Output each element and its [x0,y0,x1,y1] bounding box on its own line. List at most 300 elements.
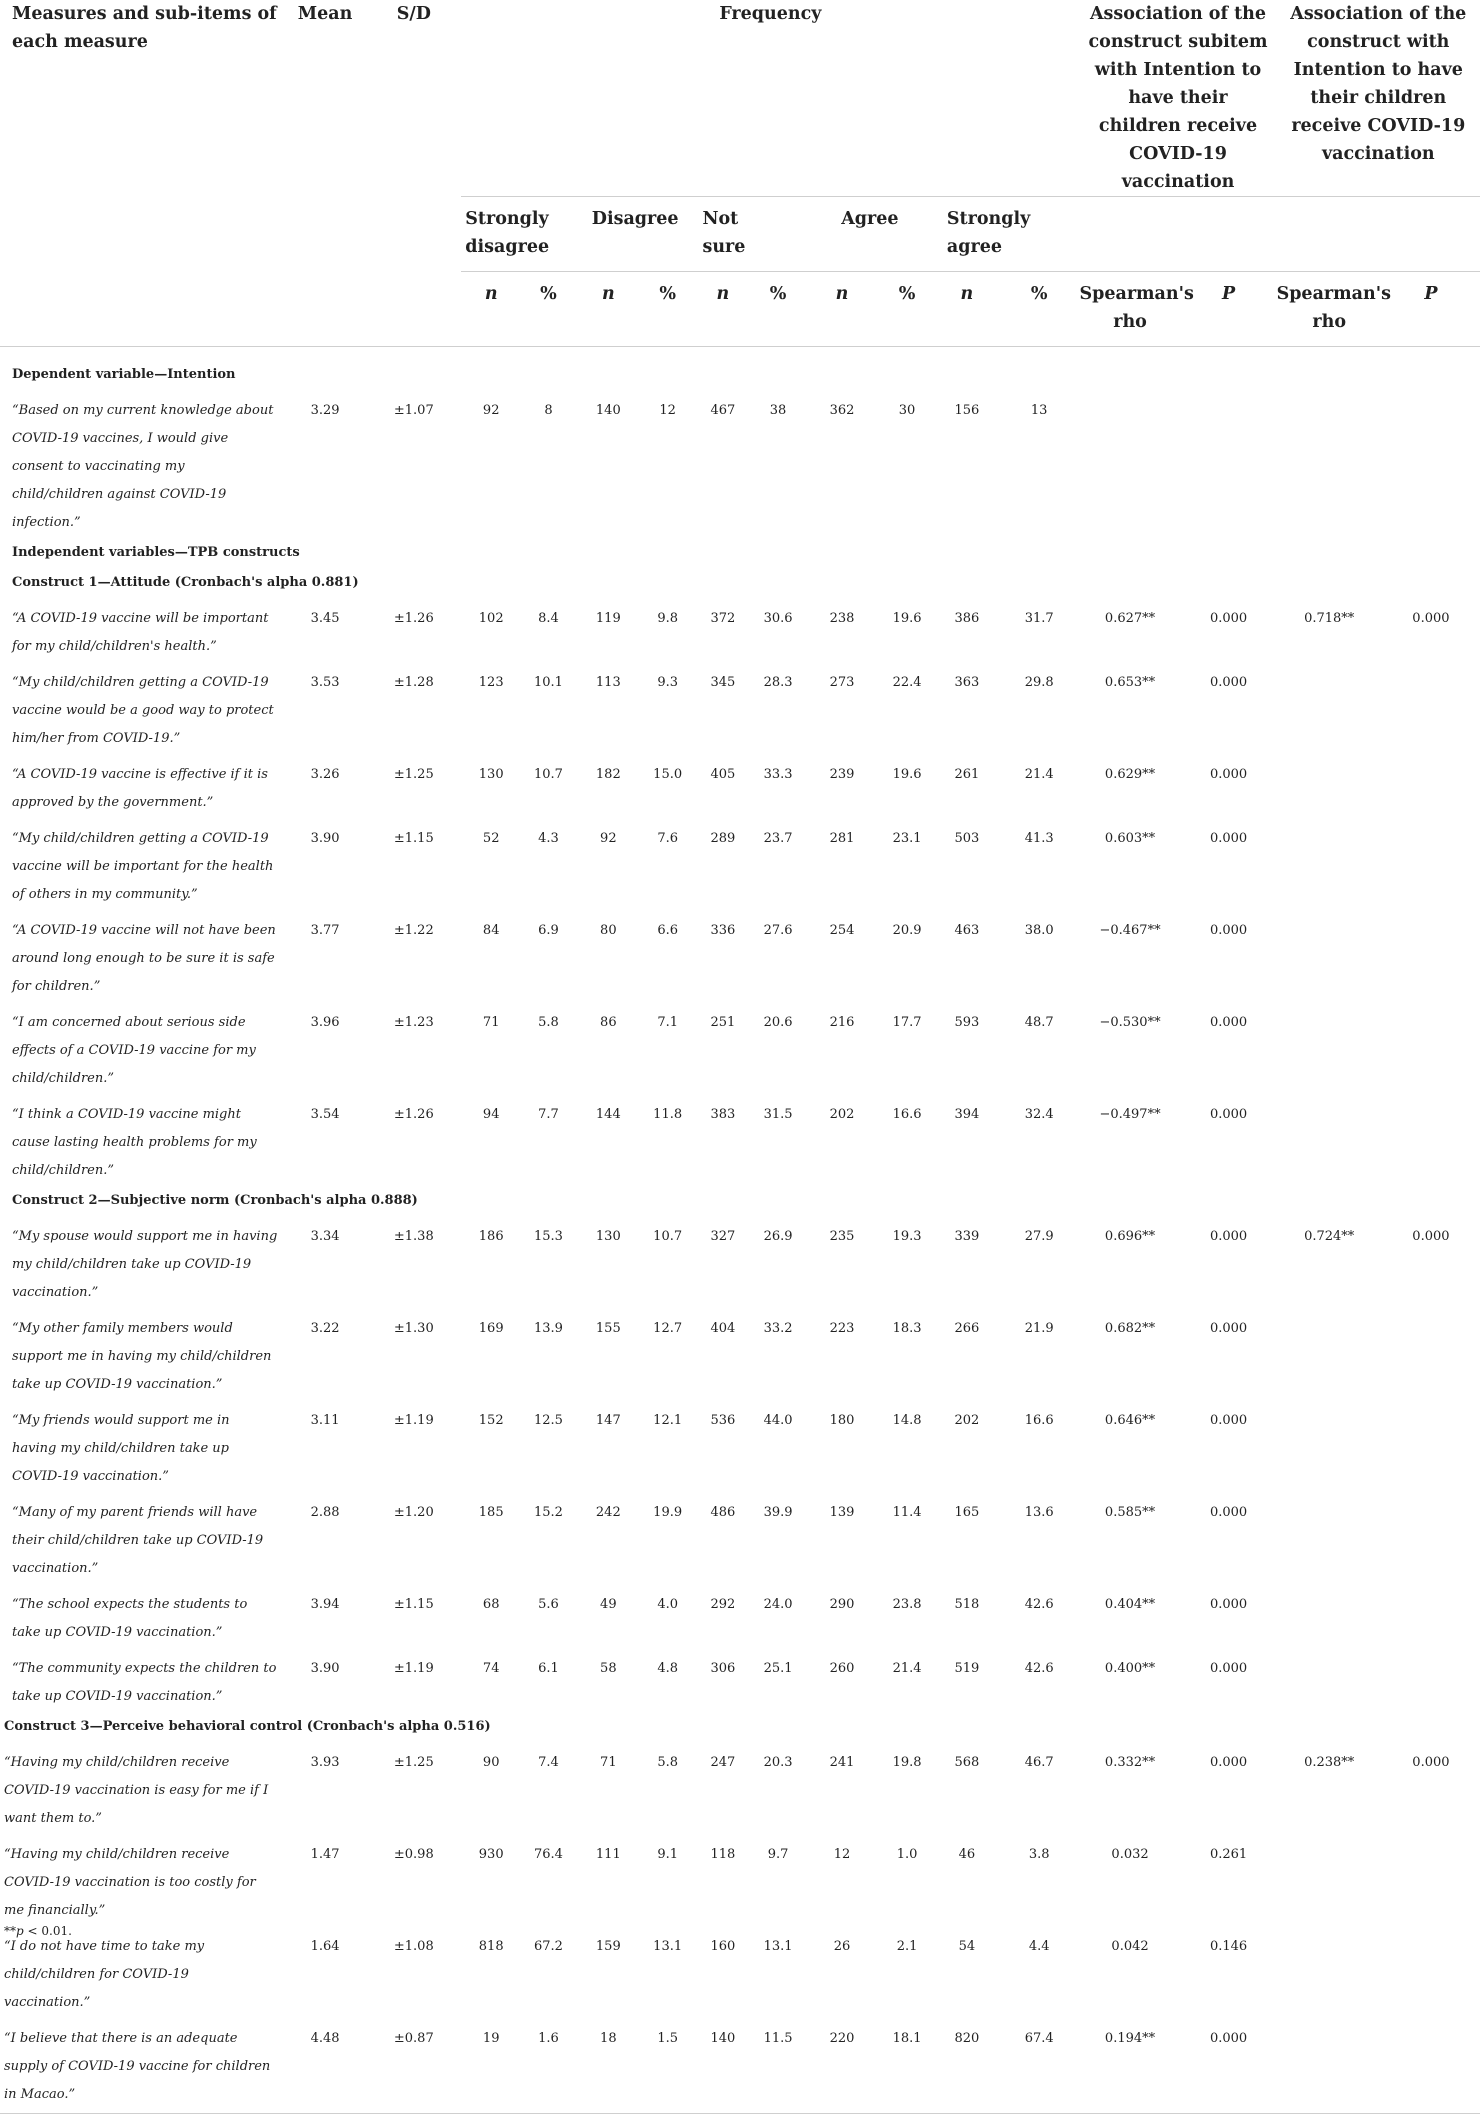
construct-rho-cell [1277,909,1382,1001]
freq-pct-cell: 9.8 [657,611,678,626]
freq-pct-cell: 32.4 [1024,1107,1054,1122]
header-n: n [601,284,615,304]
sd-cell: ±1.19 [393,1413,434,1428]
header-rho: Spearman's rho [1276,284,1391,332]
freq-pct-cell: 2.1 [896,1939,918,1954]
rho-cell: 0.629** [1104,767,1156,782]
freq-n-cell: 273 [829,675,855,690]
rho-cell: 0.603** [1104,831,1156,846]
construct-rho-cell [1277,1647,1382,1711]
freq-pct-cell: 38 [769,403,787,418]
freq-n-cell: 169 [478,1321,504,1336]
rho-cell: 0.646** [1104,1413,1156,1428]
freq-pct-cell: 41.3 [1024,831,1054,846]
freq-n-cell: 92 [600,831,617,846]
p-cell: 0.000 [1209,675,1248,690]
construct-p-cell [1382,1583,1480,1647]
freq-pct-cell: 11.8 [653,1107,683,1122]
freq-n-cell: 405 [710,767,736,782]
freq-pct-cell: 19.6 [892,611,922,626]
freq-pct-cell: 8.4 [538,611,559,626]
freq-n-cell: 362 [829,403,855,418]
header-measures: Measures and sub-items of each measure [12,4,277,52]
freq-n-cell: 261 [954,767,980,782]
header-pct: % [659,284,676,304]
item-text: “I think a COVID-19 vaccine might cause lasting health problems for my child/children.” [12,1107,257,1178]
header-n: n [960,284,974,304]
freq-pct-cell: 42.6 [1024,1597,1054,1612]
mean-cell: 3.90 [310,1661,340,1676]
table-row [0,817,1480,909]
freq-n-cell: 155 [595,1321,621,1336]
table-row [0,597,1480,661]
freq-pct-cell: 8 [544,403,553,418]
freq-pct-cell: 15.2 [533,1505,563,1520]
sd-cell: ±0.98 [393,1847,434,1862]
freq-n-cell: 260 [829,1661,855,1676]
freq-pct-cell: 31.7 [1024,611,1054,626]
freq-pct-cell: 38.0 [1024,923,1054,938]
mean-cell: 3.77 [310,923,340,938]
freq-n-cell: 113 [595,675,621,690]
freq-n-cell: 290 [829,1597,855,1612]
freq-pct-cell: 1.5 [657,2031,678,2046]
p-cell [1181,389,1277,537]
sd-cell: ±1.28 [393,675,434,690]
freq-n-cell: 241 [829,1755,855,1770]
construct-p-cell: 0.000 [1412,1229,1450,1244]
freq-n-cell: 292 [710,1597,736,1612]
freq-n-cell: 119 [595,611,621,626]
freq-n-cell: 266 [954,1321,980,1336]
header-frequency: Frequency [461,0,1079,197]
freq-n-cell: 930 [478,1847,504,1862]
freq-n-cell: 463 [954,923,980,938]
freq-n-cell: 254 [829,923,855,938]
construct-p-cell [1382,909,1480,1001]
construct-rho-cell: 0.238** [1304,1755,1355,1770]
header-pct: % [1030,284,1048,304]
freq-n-cell: 26 [833,1939,851,1954]
construct-rho-cell [1277,1491,1382,1583]
freq-pct-cell: 11.5 [763,2031,793,2046]
freq-n-cell: 281 [829,831,855,846]
construct-p-cell [1382,661,1480,753]
construct-rho-cell [1277,817,1382,909]
freq-pct-cell: 42.6 [1024,1661,1054,1676]
freq-n-cell: 74 [482,1661,500,1676]
rho-cell [1079,389,1180,537]
freq-pct-cell: 28.3 [763,675,793,690]
item-text: “My friends would support me in having my child/children take up COVID-19 vaccination.” [12,1413,230,1484]
freq-n-cell: 289 [710,831,736,846]
item-text: “A COVID-19 vaccine is effective if it is approved by the government.” [12,767,268,810]
freq-pct-cell: 12.5 [533,1413,563,1428]
freq-pct-cell: 12.7 [653,1321,683,1336]
item-text: “My other family members would support me in having my child/children take up COVID-19 vaccination.” [12,1321,272,1392]
freq-n-cell: 92 [482,403,500,418]
construct-rho-cell [1277,1093,1382,1185]
table-row [0,1925,1480,2017]
freq-pct-cell: 4.0 [657,1597,678,1612]
table-row [0,753,1480,817]
header-agree: Agree [805,197,935,272]
mean-cell: 3.96 [310,1015,340,1030]
freq-pct-cell: 21.4 [1024,767,1054,782]
freq-pct-cell: 76.4 [533,1847,563,1862]
freq-pct-cell: 48.7 [1024,1015,1054,1030]
freq-pct-cell: 13.9 [533,1321,563,1336]
freq-pct-cell: 5.6 [538,1597,559,1612]
freq-pct-cell: 9.3 [657,675,678,690]
table-row [0,1307,1480,1399]
freq-n-cell: 345 [710,675,736,690]
freq-pct-cell: 4.3 [538,831,559,846]
freq-n-cell: 80 [600,923,617,938]
freq-n-cell: 180 [829,1413,855,1428]
sd-cell: ±1.19 [393,1661,434,1676]
freq-pct-cell: 67.2 [533,1939,563,1954]
construct-p-cell [1382,753,1480,817]
freq-n-cell: 86 [600,1015,617,1030]
rho-cell: 0.696** [1104,1229,1156,1244]
rho-cell: 0.653** [1104,675,1156,690]
freq-n-cell: 54 [958,1939,976,1954]
construct-p-cell [1382,1925,1480,2017]
construct-p-cell: 0.000 [1412,611,1450,626]
freq-pct-cell: 7.7 [538,1107,559,1122]
freq-n-cell: 140 [710,2031,736,2046]
freq-pct-cell: 44.0 [763,1413,793,1428]
mean-cell: 4.48 [310,2031,340,2046]
mean-cell: 3.22 [310,1321,340,1336]
freq-n-cell: 518 [954,1597,980,1612]
construct-p-cell [1382,1491,1480,1583]
freq-pct-cell: 30 [898,403,916,418]
construct-rho-cell: 0.724** [1304,1229,1355,1244]
sd-cell: ±1.26 [393,611,434,626]
rho-cell: 0.404** [1104,1597,1156,1612]
freq-pct-cell: 5.8 [538,1015,559,1030]
header-p: P [1221,284,1236,304]
freq-pct-cell: 19.9 [653,1505,683,1520]
freq-n-cell: 182 [595,767,621,782]
freq-n-cell: 327 [710,1229,736,1244]
freq-n-cell: 568 [954,1755,980,1770]
freq-n-cell: 152 [478,1413,504,1428]
freq-pct-cell: 15.0 [653,767,683,782]
freq-pct-cell: 13.1 [763,1939,793,1954]
freq-pct-cell: 10.7 [533,767,563,782]
construct-p-cell [1382,1307,1480,1399]
header-mean: Mean [297,4,353,24]
table-row [0,1215,1480,1307]
freq-n-cell: 111 [595,1847,621,1862]
mean-cell: 3.29 [310,403,340,418]
freq-pct-cell: 33.2 [763,1321,793,1336]
freq-pct-cell: 27.6 [763,923,793,938]
freq-pct-cell: 9.1 [657,1847,678,1862]
freq-pct-cell: 30.6 [763,611,793,626]
rho-cell: 0.032 [1111,1847,1149,1862]
footnote: **p < 0.01. [4,1924,72,1938]
freq-pct-cell: 23.7 [763,831,793,846]
header-n: n [835,284,849,304]
freq-n-cell: 202 [954,1413,980,1428]
p-cell: 0.146 [1209,1939,1248,1954]
freq-pct-cell: 11.4 [892,1505,922,1520]
section-title: Construct 1—Attitude (Cronbach's alpha 0.881) [12,575,359,590]
p-cell: 0.000 [1209,1661,1248,1676]
sd-cell: ±1.26 [393,1107,434,1122]
item-text: “A COVID-19 vaccine will be important for my child/children's health.” [12,611,269,654]
freq-pct-cell: 39.9 [763,1505,793,1520]
p-cell: 0.000 [1209,831,1248,846]
mean-cell: 3.45 [310,611,340,626]
p-cell: 0.000 [1209,2031,1248,2046]
freq-n-cell: 94 [482,1107,500,1122]
freq-n-cell: 71 [482,1015,500,1030]
table-row [0,1001,1480,1093]
freq-n-cell: 536 [710,1413,736,1428]
freq-n-cell: 519 [954,1661,980,1676]
header-pct: % [898,284,916,304]
freq-n-cell: 242 [595,1505,621,1520]
freq-n-cell: 147 [595,1413,621,1428]
freq-n-cell: 818 [478,1939,504,1954]
freq-pct-cell: 3.8 [1028,1847,1050,1862]
p-cell: 0.000 [1209,923,1248,938]
header-pct: % [769,284,787,304]
freq-n-cell: 363 [954,675,980,690]
freq-pct-cell: 20.6 [763,1015,793,1030]
freq-n-cell: 118 [710,1847,736,1862]
sd-cell: ±1.25 [393,1755,434,1770]
p-cell: 0.000 [1209,1229,1248,1244]
freq-n-cell: 220 [829,2031,855,2046]
freq-pct-cell: 7.6 [657,831,678,846]
freq-n-cell: 404 [710,1321,736,1336]
freq-n-cell: 58 [600,1661,617,1676]
sd-cell: ±1.25 [393,767,434,782]
freq-pct-cell: 13 [1030,403,1048,418]
header-strongly-disagree: Strongly disagree [461,197,576,272]
item-text: “I do not have time to take my child/children for COVID-19 vaccination.” [4,1939,205,2010]
freq-pct-cell: 20.9 [892,923,922,938]
construct-p-cell [1382,1093,1480,1185]
freq-pct-cell: 16.6 [892,1107,922,1122]
table-row [0,909,1480,1001]
freq-n-cell: 467 [710,403,736,418]
freq-pct-cell: 20.3 [763,1755,793,1770]
rho-cell: 0.682** [1104,1321,1156,1336]
freq-n-cell: 386 [954,611,980,626]
freq-pct-cell: 1.0 [896,1847,918,1862]
header-not-sure: Not sure [694,197,804,272]
p-cell: 0.000 [1209,767,1248,782]
construct-p-cell [1382,389,1480,537]
rho-cell: −0.530** [1099,1015,1161,1030]
freq-pct-cell: 29.8 [1024,675,1054,690]
freq-n-cell: 239 [829,767,855,782]
freq-pct-cell: 21.9 [1024,1321,1054,1336]
p-cell: 0.000 [1209,611,1248,626]
mean-cell: 3.54 [310,1107,340,1122]
header-p: P [1424,284,1438,304]
item-text: “Based on my current knowledge about COVID-19 vaccines, I would give consent to vaccinating my child/children against COVID-19 infection.” [12,403,274,530]
sd-cell: ±1.15 [393,831,434,846]
freq-n-cell: 186 [478,1229,504,1244]
freq-n-cell: 251 [710,1015,736,1030]
freq-pct-cell: 10.7 [653,1229,683,1244]
rho-cell: 0.194** [1104,2031,1156,2046]
freq-pct-cell: 6.6 [657,923,678,938]
item-text: “My child/children getting a COVID-19 vaccine will be important for the health of others in my community.” [12,831,274,902]
freq-n-cell: 144 [595,1107,621,1122]
header-sd: S/D [396,4,431,24]
freq-n-cell: 372 [710,611,736,626]
freq-pct-cell: 24.0 [763,1597,793,1612]
freq-n-cell: 52 [482,831,500,846]
construct-rho-cell [1277,2017,1382,2109]
freq-n-cell: 593 [954,1015,980,1030]
freq-n-cell: 139 [829,1505,855,1520]
item-text: “A COVID-19 vaccine will not have been around long enough to be sure it is safe for children.” [12,923,276,994]
item-text: “Having my child/children receive COVID-19 vaccination is easy for me if I want them to.” [4,1755,269,1826]
freq-pct-cell: 19.3 [892,1229,922,1244]
sd-cell: ±1.07 [393,403,434,418]
item-text: “Having my child/children receive COVID-19 vaccination is too costly for me financially.” [4,1847,256,1918]
p-cell: 0.000 [1209,1597,1248,1612]
construct-rho-cell [1277,1399,1382,1491]
construct-p-cell [1382,817,1480,909]
table-row [0,2017,1480,2109]
rho-cell: 0.627** [1104,611,1156,626]
mean-cell: 2.88 [310,1505,340,1520]
freq-n-cell: 223 [829,1321,855,1336]
freq-n-cell: 383 [710,1107,736,1122]
freq-pct-cell: 14.8 [892,1413,922,1428]
freq-pct-cell: 27.9 [1024,1229,1054,1244]
freq-n-cell: 160 [710,1939,736,1954]
freq-n-cell: 339 [954,1229,980,1244]
p-cell: 0.000 [1209,1107,1248,1122]
table-row [0,1399,1480,1491]
header-rho: Spearman's rho [1079,284,1194,332]
freq-n-cell: 159 [595,1939,621,1954]
freq-pct-cell: 6.9 [538,923,559,938]
mean-cell: 1.47 [310,1847,340,1862]
construct-p-cell [1382,1001,1480,1093]
freq-pct-cell: 22.4 [892,675,922,690]
construct-rho-cell [1277,661,1382,753]
freq-pct-cell: 19.8 [892,1755,922,1770]
freq-pct-cell: 67.4 [1024,2031,1054,2046]
freq-n-cell: 130 [478,767,504,782]
freq-n-cell: 235 [829,1229,855,1244]
freq-n-cell: 165 [954,1505,980,1520]
table-row [0,1093,1480,1185]
freq-pct-cell: 26.9 [763,1229,793,1244]
freq-n-cell: 820 [954,2031,980,2046]
header-strongly-agree: Strongly agree [935,197,1080,272]
mean-cell: 3.26 [310,767,340,782]
table-row [0,1583,1480,1647]
freq-n-cell: 202 [829,1107,855,1122]
mean-cell: 3.53 [310,675,340,690]
construct-p-cell [1382,2017,1480,2109]
header-assoc-subitem: Association of the construct subitem with Intention to have their children receive COVID-19 vaccination [1079,0,1276,197]
freq-pct-cell: 33.3 [763,767,793,782]
freq-n-cell: 140 [595,403,621,418]
freq-n-cell: 486 [710,1505,736,1520]
freq-pct-cell: 17.7 [892,1015,922,1030]
freq-n-cell: 90 [482,1755,500,1770]
freq-pct-cell: 46.7 [1024,1755,1054,1770]
freq-pct-cell: 13.6 [1024,1505,1054,1520]
freq-pct-cell: 7.1 [657,1015,678,1030]
rho-cell: −0.497** [1099,1107,1161,1122]
freq-pct-cell: 23.1 [892,831,922,846]
freq-n-cell: 123 [478,675,504,690]
construct-rho-cell [1277,1307,1382,1399]
construct-rho-cell: 0.718** [1304,611,1355,626]
table-body [0,347,1480,2114]
freq-pct-cell: 19.6 [892,767,922,782]
item-text: “I am concerned about serious side effects of a COVID-19 vaccine for my child/children.” [12,1015,256,1086]
mean-cell: 3.90 [310,831,340,846]
freq-pct-cell: 16.6 [1024,1413,1054,1428]
item-text: “My spouse would support me in having my child/children take up COVID-19 vaccination.” [12,1229,278,1300]
freq-n-cell: 12 [833,1847,851,1862]
table-row [0,1491,1480,1583]
freq-pct-cell: 18.3 [892,1321,922,1336]
header-assoc-construct: Association of the construct with Intention to have their children receive COVID-19 vaccination [1277,0,1480,197]
freq-pct-cell: 6.1 [538,1661,559,1676]
p-cell: 0.261 [1209,1847,1248,1862]
sd-cell: ±1.20 [393,1505,434,1520]
p-cell: 0.000 [1209,1505,1248,1520]
header-n: n [716,284,730,304]
table-row [0,1741,1480,1833]
freq-pct-cell: 25.1 [763,1661,793,1676]
section-title: Construct 3—Perceive behavioral control (Cronbach's alpha 0.516) [4,1719,491,1734]
p-cell: 0.000 [1209,1015,1248,1030]
freq-n-cell: 185 [478,1505,504,1520]
sd-cell: ±0.87 [393,2031,434,2046]
mean-cell: 3.11 [310,1413,340,1428]
item-text: “Many of my parent friends will have their child/children take up COVID-19 vaccination.” [12,1505,264,1576]
section-title: Dependent variable—Intention [12,367,236,382]
rho-cell: 0.585** [1104,1505,1156,1520]
freq-pct-cell: 9.7 [767,1847,789,1862]
freq-pct-cell: 18.1 [892,2031,922,2046]
freq-n-cell: 503 [954,831,980,846]
freq-n-cell: 336 [710,923,736,938]
freq-n-cell: 84 [482,923,500,938]
freq-n-cell: 49 [600,1597,617,1612]
item-text: “The school expects the students to take up COVID-19 vaccination.” [12,1597,248,1640]
mean-cell: 3.93 [310,1755,340,1770]
freq-n-cell: 247 [710,1755,736,1770]
freq-pct-cell: 1.6 [538,2031,559,2046]
p-cell: 0.000 [1209,1321,1248,1336]
freq-pct-cell: 12 [659,403,676,418]
freq-pct-cell: 12.1 [653,1413,683,1428]
freq-n-cell: 216 [829,1015,855,1030]
sd-cell: ±1.08 [393,1939,434,1954]
freq-pct-cell: 10.1 [533,675,563,690]
